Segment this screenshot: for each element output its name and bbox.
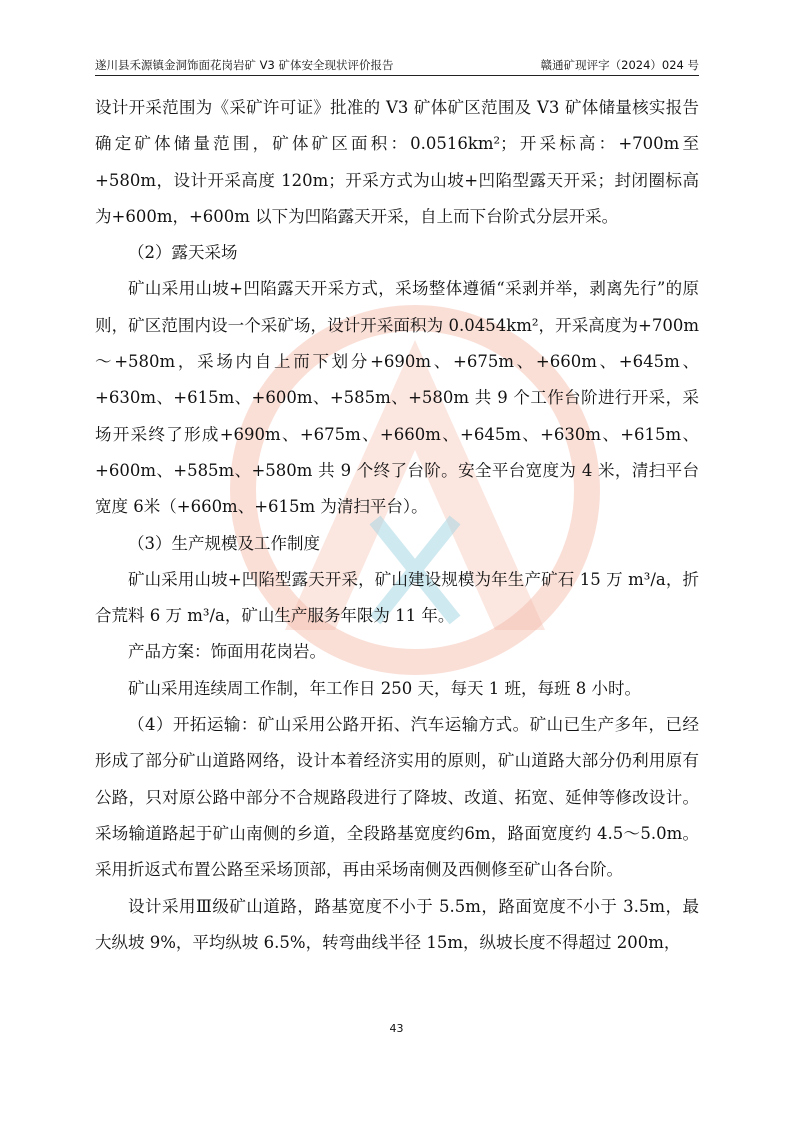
paragraph: 产品方案：饰面用花岗岩。	[128, 642, 326, 662]
report-title: 遂川县禾源镇金洞饰面花岗岩矿 V3 矿体安全现状评价报告	[95, 58, 394, 72]
section-heading: （2）露天采场	[128, 243, 238, 263]
paragraph: 矿山采用连续周工作制，年工作日 250 天，每天 1 班，每班 8 小时。	[128, 678, 641, 698]
paragraph: （4）开拓运输：矿山采用公路开拓、汽车运输方式。矿山已生产多年，已经形成了部分矿山道路网络，设计本着经济实用的原则，矿山道路大部分仍利用原有公路，只对原公路中部分不合规路段进行了降坡、改道、拓宽、延伸等修改设计。采场输道路起于矿山南侧的乡道，全段路基宽度约6m，路面宽度约 4.5～5.0m。采用折返式布置公路至采场顶部，再由采场南侧及西侧修至矿山各台阶。	[95, 715, 699, 880]
paragraph: 矿山采用山坡+凹陷露天开采方式，采场整体遵循“采剥并举，剥离先行”的原则，矿区范围内设一个采矿场，设计开采面积为 0.0454km²，开采高度为+700m～+580m，采场内自上而下划分+690m、+675m、+660m、+645m、+630m、+615m、+600m、+585m、+580m 共 9 个工作台阶进行开采，采场开采终了形成+690m、+675m、+660m、+645m、+630m、+615m、+600m、+585m、+580m 共 9 个终了台阶。安全平台宽度为 4 米，清扫平台宽度 6米（+660m、+615m 为清扫平台）。	[95, 279, 699, 517]
paragraph: 设计开采范围为《采矿许可证》批准的 V3 矿体矿区范围及 V3 矿体储量核实报告确定矿体储量范围，矿体矿区面积：0.0516km²；开采标高：+700m至+580m，设计开采高度 120m；开采方式为山坡+凹陷型露天开采；封闭圈标高为+600m，+600m 以下为凹陷露天开采，自上而下台阶式分层开采。	[95, 98, 699, 226]
header-rule	[95, 75, 699, 76]
body-text	[95, 90, 699, 961]
page-number: 43	[389, 1022, 404, 1035]
document-number: 赣通矿现评字（2024）024 号	[540, 58, 699, 72]
page-header	[95, 56, 699, 74]
paragraph: 矿山采用山坡+凹陷型露天开采，矿山建设规模为年生产矿石 15 万 m³/a，折合荒料 6 万 m³/a，矿山生产服务年限为 11 年。	[95, 569, 699, 626]
section-heading: （3）生产规模及工作制度	[128, 533, 320, 553]
paragraph: 设计采用Ⅲ级矿山道路，路基宽度不小于 5.5m，路面宽度不小于 3.5m，最大纵坡 9%，平均纵坡 6.5%，转弯曲线半径 15m，纵坡长度不得超过 200m，	[95, 896, 699, 952]
